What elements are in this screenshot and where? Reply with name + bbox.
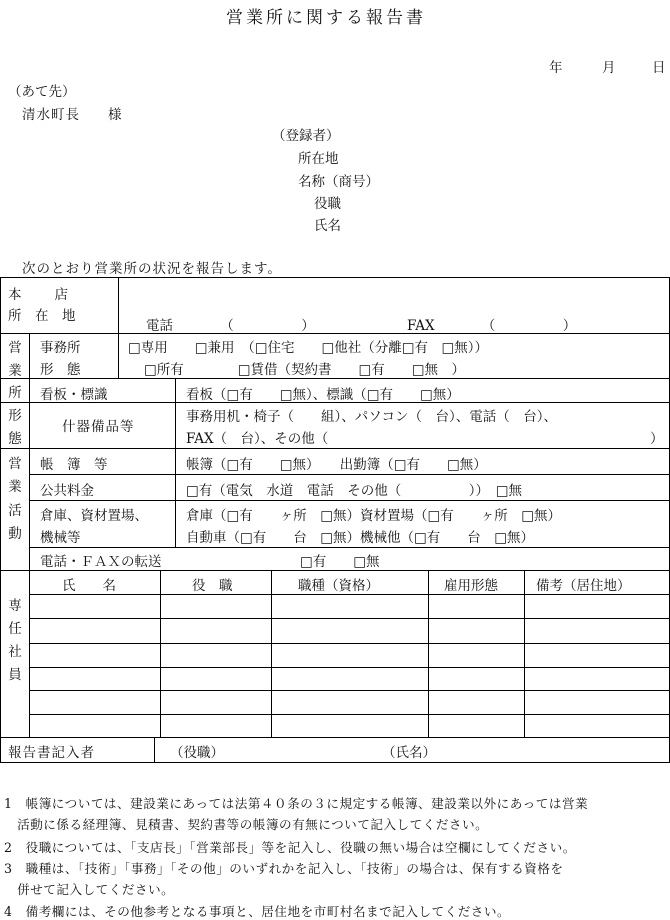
- staff-header-name: 氏 名: [62, 578, 116, 594]
- note-1: 1 帳簿については、建設業にあっては法第４０条の３に規定する帳簿、建設業以外にあっては営業: [4, 796, 589, 811]
- books-options[interactable]: 帳簿（□有 □無） 出勤簿（□有 □無）: [186, 457, 487, 473]
- date-year[interactable]: 年: [549, 60, 563, 76]
- staff-header-position: 役 職: [192, 578, 233, 594]
- signboard-options[interactable]: 看板（□有 □無）、標識（□有 □無）: [186, 387, 460, 403]
- page-title: 営業所に関する報告書: [226, 8, 426, 28]
- registrant-label: （登録者）: [272, 128, 340, 144]
- office-type-label-2: 形 態: [40, 362, 81, 378]
- reporter-name[interactable]: （氏名）: [382, 745, 436, 761]
- reporter-label: 報告書記入者: [8, 745, 95, 761]
- head-office-phone[interactable]: 電話 （ ）: [146, 318, 315, 334]
- staff-header-employment: 雇用形態: [444, 578, 498, 594]
- head-office-label: 本 店: [8, 287, 70, 303]
- registrant-position[interactable]: 役職: [314, 196, 341, 212]
- addressee-honorific: 様: [108, 107, 122, 123]
- note-4: 4 備考欄には、その他参考となる事項と、居住地を市町村名まで記入してください。: [4, 904, 511, 919]
- registrant-address[interactable]: 所在地: [298, 151, 339, 167]
- head-office-label-2: 所 在 地: [8, 308, 76, 324]
- head-office-fax[interactable]: FAX （ ）: [407, 318, 577, 334]
- office-section-label: 営 業 所 形 態: [8, 340, 22, 447]
- intro-text: 次のとおり営業所の状況を報告します。: [22, 261, 282, 277]
- note-3-cont: 併せて記入してください。: [4, 882, 175, 897]
- staff-header-occupation: 職種（資格）: [298, 578, 379, 594]
- equipment-line-1[interactable]: 事務用机・椅子（ 組）、パソコン（ 台）、電話（ 台）、: [186, 409, 557, 425]
- utilities-label: 公共料金: [40, 483, 94, 499]
- equipment-label: 什器備品等: [62, 419, 135, 435]
- addressee-label: （あて先）: [8, 84, 76, 100]
- note-1-cont: 活動に係る経理簿、見積書、契約書等の帳簿の有無について記入してください。: [4, 817, 489, 832]
- office-type-label: 事務所: [40, 340, 81, 356]
- storage-line-2[interactable]: 自動車（□有 台 □無）機械他（□有 台 □無）: [186, 530, 535, 546]
- staff-header-remarks: 備考（居住地）: [536, 578, 631, 594]
- registrant-person[interactable]: 氏名: [314, 218, 341, 234]
- utilities-options[interactable]: □有（電気 水道 電話 その他（ ）） □無: [186, 483, 523, 499]
- books-label: 帳 簿 等: [40, 457, 108, 473]
- note-3: 3 職種は、「技術」「事務」「その他」のいずれかを記入し、「技術」の場合は、保有する資格を: [4, 861, 564, 876]
- staff-section-label: 専 任 社 員: [8, 597, 22, 683]
- note-2: 2 役職については、「支店長」「営業部長」等を記入し、役職の無い場合は空欄にしてください。: [4, 840, 576, 855]
- reporter-position[interactable]: （役職）: [170, 745, 224, 761]
- date-month[interactable]: 月: [602, 60, 616, 76]
- registrant-name[interactable]: 名称（商号）: [298, 174, 379, 190]
- date-day[interactable]: 日: [652, 60, 666, 76]
- storage-label: 倉庫、資材置場、: [40, 508, 148, 524]
- addressee-name: 清水町長: [22, 107, 80, 123]
- equipment-line-2-end: ）: [650, 431, 664, 447]
- phone-forward-label: 電話・ＦＡＸの転送: [40, 554, 162, 570]
- equipment-line-2[interactable]: FAX（ 台）、その他（: [186, 431, 329, 447]
- storage-label-2: 機械等: [40, 530, 81, 546]
- phone-forward-options[interactable]: □有 □無: [300, 554, 380, 570]
- activity-section-label: 営 業 活 動: [8, 455, 22, 543]
- storage-line-1[interactable]: 倉庫（□有 ヶ所 □無）資材置場（□有 ヶ所 □無）: [186, 508, 562, 524]
- office-use-options[interactable]: □専用 □兼用 （□住宅 □他社（分離□有 □無））: [128, 340, 489, 356]
- office-ownership-options[interactable]: □所有 □賃借（契約書 □有 □無 ）: [144, 362, 466, 378]
- signboard-label: 看板・標識: [40, 387, 108, 403]
